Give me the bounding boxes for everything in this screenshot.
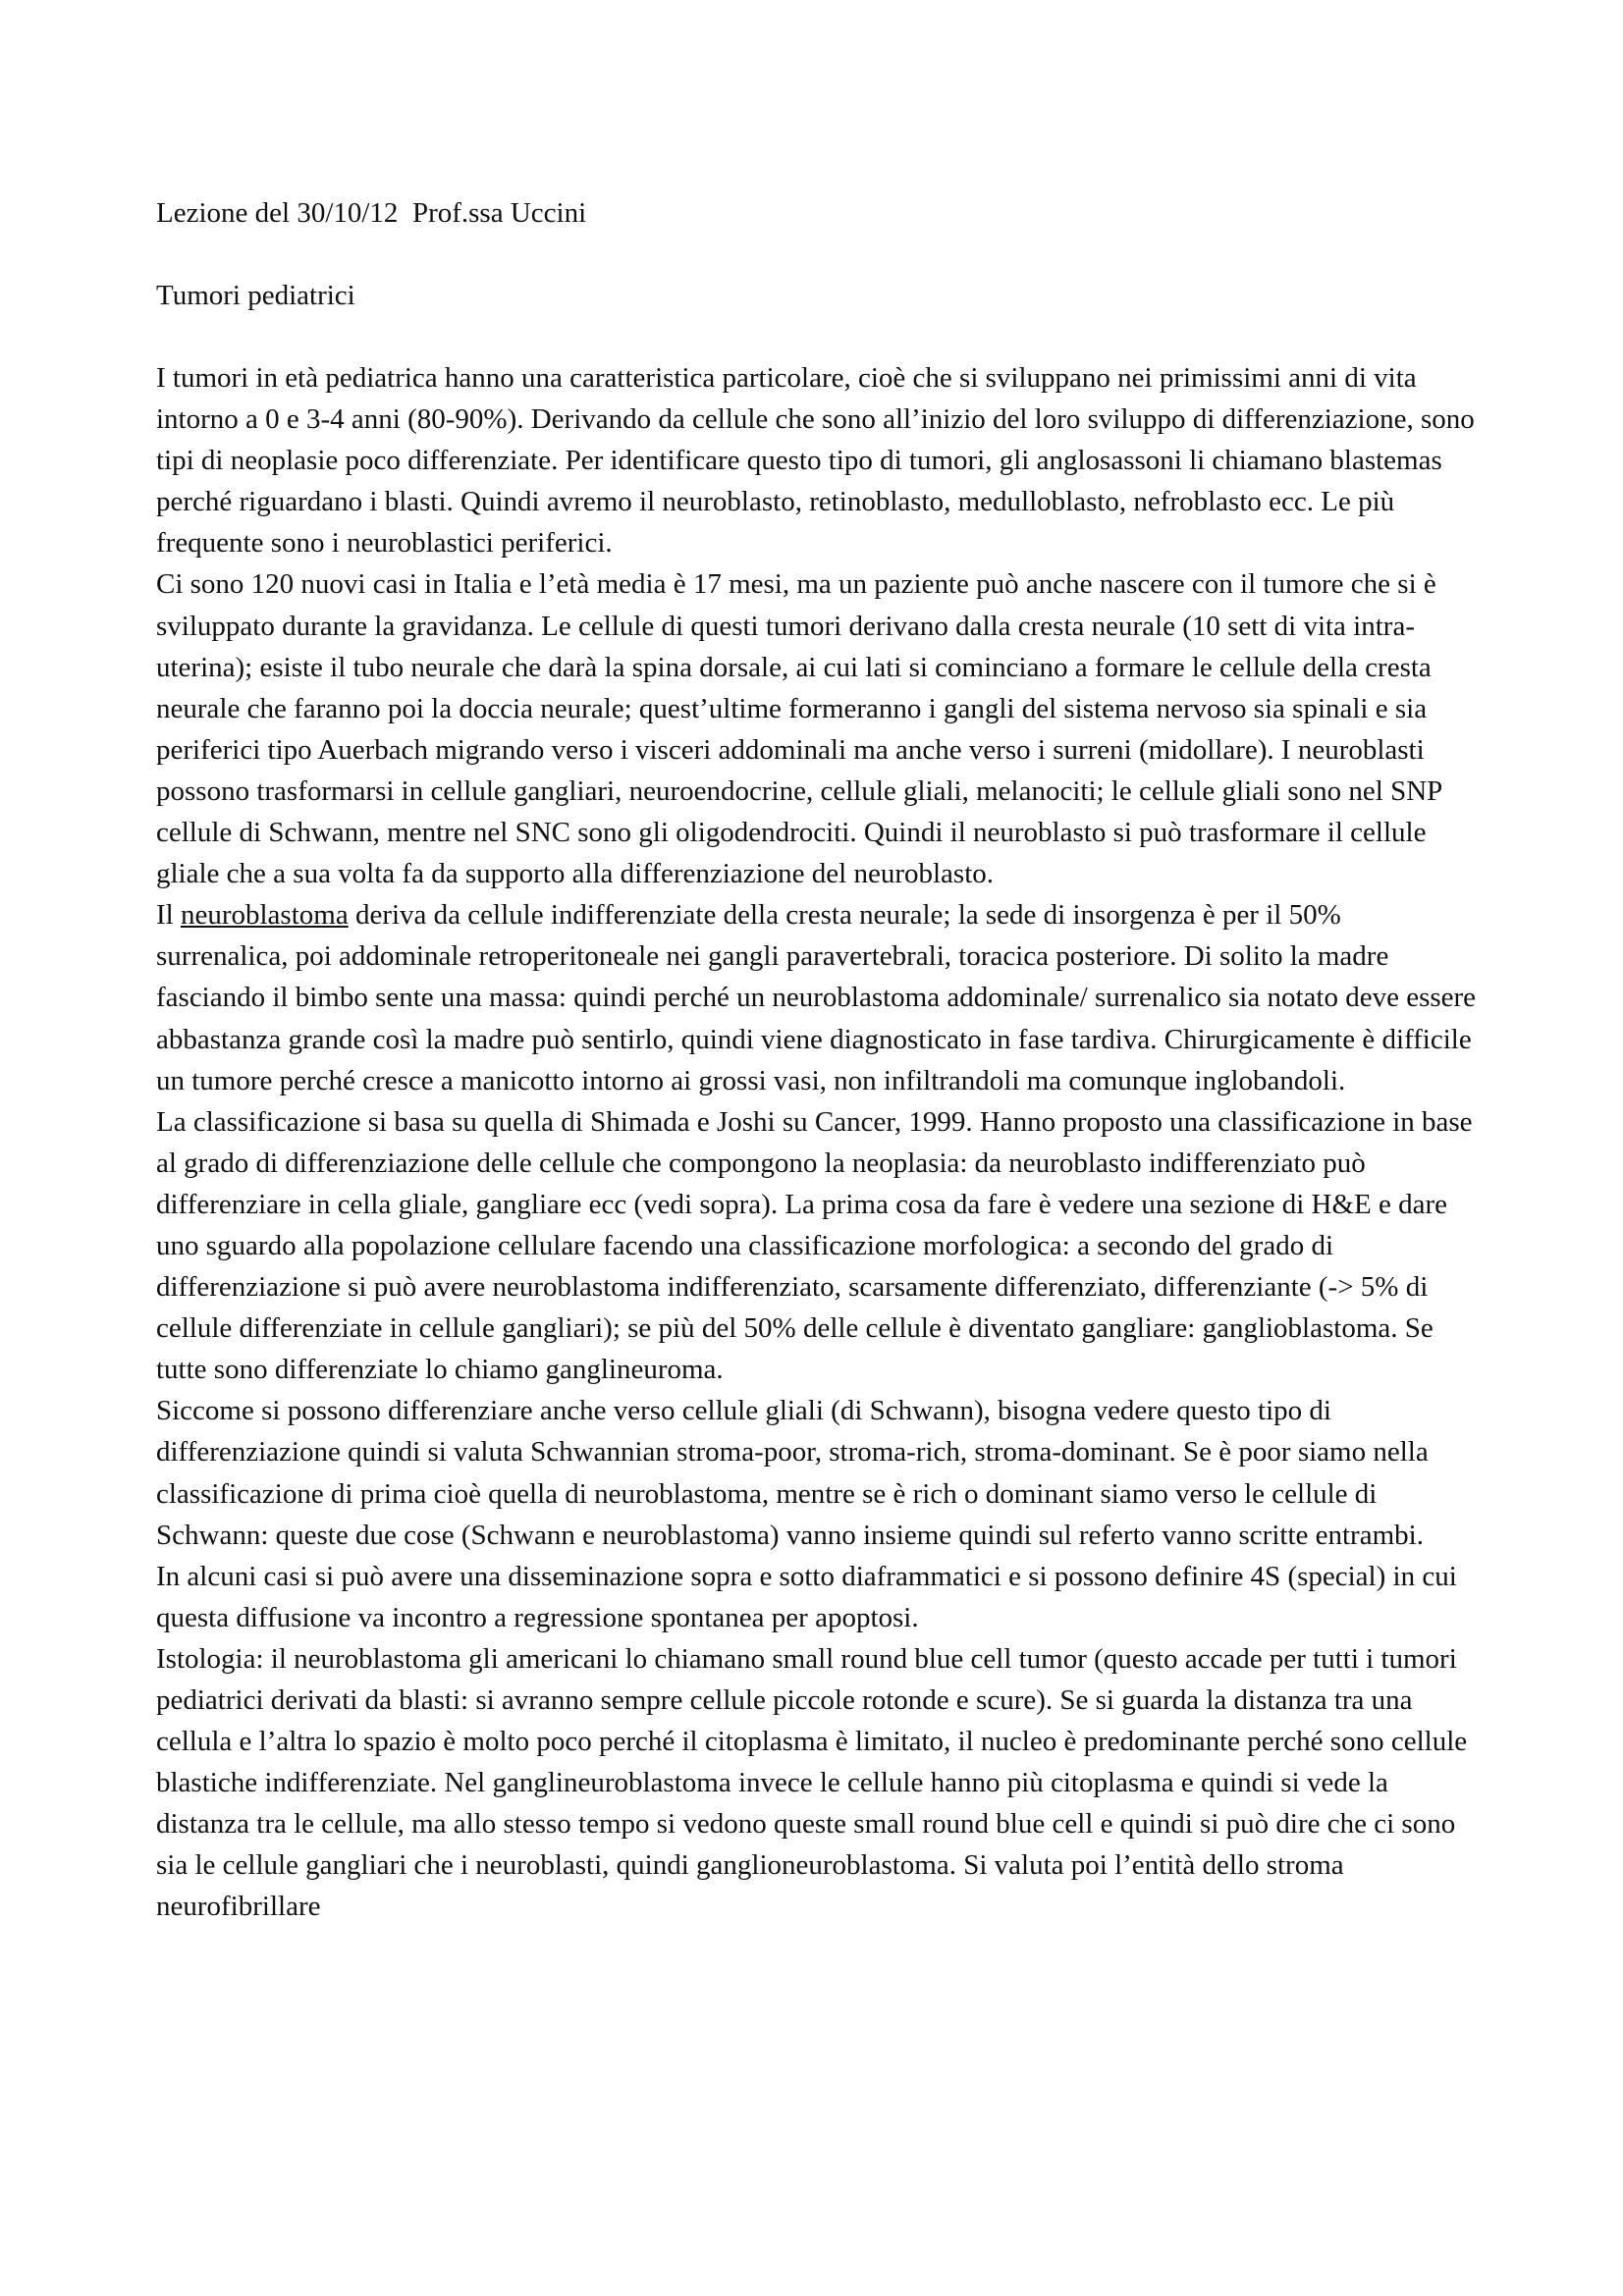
underlined-term: neuroblastoma	[180, 899, 349, 932]
paragraph-schwann: Siccome si possono differenziare anche verso cellule gliali (di Schwann), bisogna vedere questo tipo di differenziazione quindi si valuta Schwannian stroma-poor, stroma-rich, stroma-dominant. Se è poor siamo nella classificazione di prima cioè quella di neuroblastoma, mentre se è rich o dominant siamo verso le cellule di Schwann: queste due cose (Schwann e neuroblastoma) vanno insieme quindi sul referto vanno scritte entrambi.	[156, 1395, 1429, 1551]
lecture-date: Lezione del 30/10/12	[156, 197, 399, 229]
paragraph-neuroblastoma	[156, 894, 1477, 1100]
professor-name: Prof.ssa Uccini	[411, 197, 587, 229]
document-body	[156, 357, 1477, 1928]
paragraph-dissemination: In alcuni casi si può avere una disseminazione sopra e sotto diaframmatici e si possono definire 4S (special) in cui questa diffusione va incontro a regressione spontanea per apoptosi.	[156, 1560, 1457, 1633]
paragraph-histology: Istologia: il neuroblastoma gli americani lo chiamano small round blue cell tumor (questo accade per tutti i tumori pediatrici derivati da blasti: si avranno sempre cellule piccole rotonde e scure). Se si guarda la distanza tra una cellula e l’altra lo spazio è molto poco perché il citoplasma è limitato, il nucleo è predominante perché sono cellule blastiche indifferenziate. Nel ganglineuroblastoma invece le cellule hanno più citoplasma e quindi si vede la distanza tra le cellule, ma allo stesso tempo si vedono queste small round blue cell e quindi si può dire che ci sono sia le cellule gangliari che i neuroblasti, quindi ganglioneuroblastoma. Si valuta poi l’entità dello stroma neurofibrillare	[156, 1642, 1468, 1923]
paragraph-rest: deriva da cellule indifferenziate della cresta neurale; la sede di insorgenza è per il 50% surrenalica, poi addominale retroperitoneale nei gangli paravertebrali, toracica posteriore. Di solito la madre fasciando il bimbo sente una massa: quindi perché un neuroblastoma addominale/ surrenalico sia notato deve essere abbastanza grande così la madre può sentirlo, quindi viene diagnosticato in fase tardiva. Chirurgicamente è difficile un tumore perché cresce a manicotto intorno ai grossi vasi, non infiltrandoli ma comunque inglobandoli.	[156, 899, 1477, 1096]
paragraph-prefix: Il	[156, 899, 181, 932]
document-title: Tumori pediatrici	[156, 280, 355, 311]
paragraph-intro: I tumori in età pediatrica hanno una caratteristica particolare, cioè che si sviluppano nei primissimi anni di vita intorno a 0 e 3-4 anni (80-90%). Derivando da cellule che sono all’inizio del loro sviluppo di differenziazione, sono tipi di neoplasie poco differenziate. Per identificare questo tipo di tumori, gli anglosassoni li chiamano blastemas perché riguardano i blasti. Quindi avremo il neuroblasto, retinoblasto, medulloblasto, nefroblasto ecc. Le più frequente sono i neuroblastici periferici.	[156, 362, 1475, 560]
paragraph-classification: La classificazione si basa su quella di Shimada e Joshi su Cancer, 1999. Hanno proposto una classificazione in base al grado di differenziazione delle cellule che compongono la neoplasia: da neuroblasto indifferenziato può differenziare in cella gliale, gangliare ecc (vedi sopra). La prima cosa da fare è vedere una sezione di H&E e dare uno sguardo alla popolazione cellulare facendo una classificazione morfologica: a secondo del grado di differenziazione si può avere neuroblastoma indifferenziato, scarsamente differenziato, differenziante (-> 5% di cellule differenziate in cellule gangliari); se più del 50% delle cellule è diventato gangliare: ganglioblastoma. Se tutte sono differenziate lo chiamo ganglineuroma.	[156, 1105, 1473, 1386]
paragraph-epidemiology: Ci sono 120 nuovi casi in Italia e l’età media è 17 mesi, ma un paziente può anche nascere con il tumore che si è sviluppato durante la gravidanza. Le cellule di questi tumori derivano dalla cresta neurale (10 sett di vita intra-uterina); esiste il tubo neurale che darà la spina dorsale, ai cui lati si cominciano a formare le cellule della cresta neurale che faranno poi la doccia neurale; quest’ultime formeranno i gangli del sistema nervoso sia spinali e sia periferici tipo Auerbach migrando verso i visceri addominali ma anche verso i surreni (midollare). I neuroblasti possono trasformarsi in cellule gangliari, neuroendocrine, cellule gliali, melanociti; le cellule gliali sono nel SNP cellule di Schwann, mentre nel SNC sono gli oligodendrociti. Quindi il neuroblasto si può trasformare il cellule gliale che a sua volta fa da supporto alla differenziazione del neuroblasto.	[156, 568, 1442, 890]
lecture-header	[156, 192, 1477, 234]
